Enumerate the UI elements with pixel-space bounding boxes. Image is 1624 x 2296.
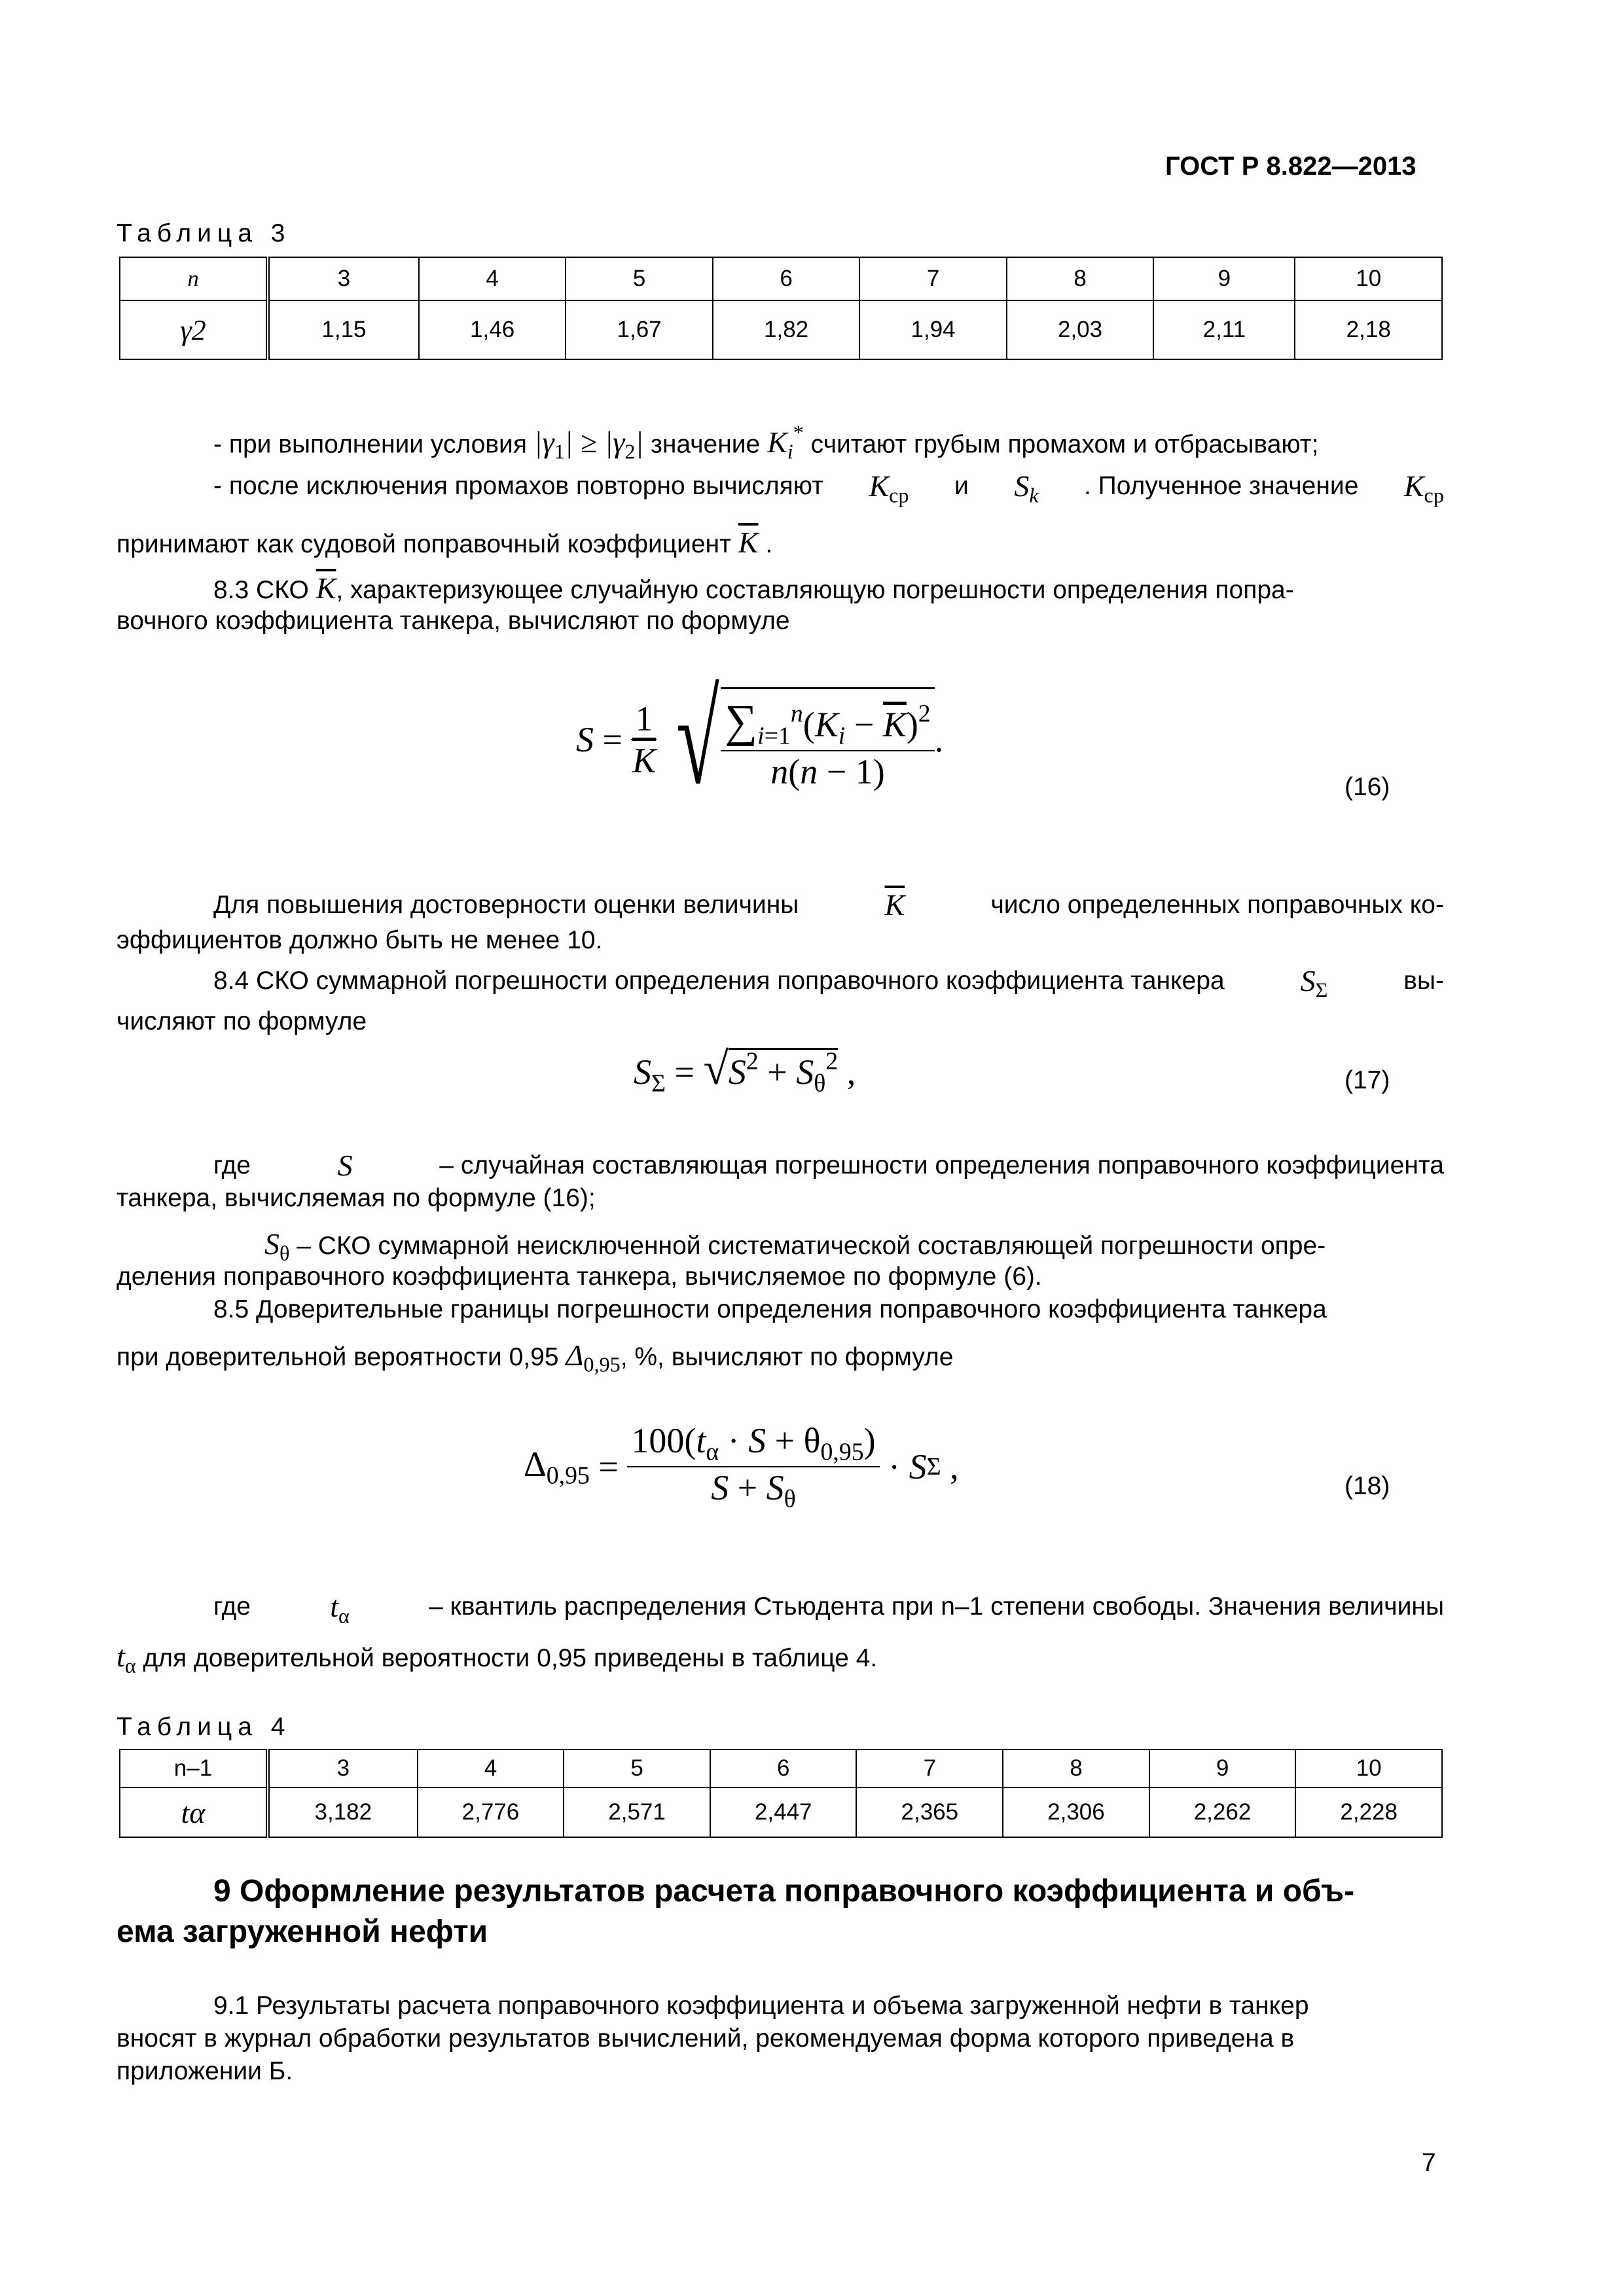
table3-col: 6 (713, 257, 859, 300)
formula-17: $S_\Sigma = √S^2 + S_\theta^2$ , (634, 1044, 856, 1098)
para-9-1: 9.1 Результаты расчета поправочного коэффициента и объема загруженной нефти в танкер (213, 1992, 1309, 2020)
bullet-recalc-cont: принимают как судовой поправочный коэффициент $\overline{K}$ . (117, 526, 773, 559)
table3-cell: 2,03 (1007, 300, 1153, 359)
table3-col: 7 (859, 257, 1006, 300)
bullet-recalc: - после исключения промахов повторно вычисляют $K_{ср}$ и $S_k$ . Полученное значение $K_{ср}$ (213, 469, 1444, 507)
table3-cell: 1,46 (419, 300, 566, 359)
table4-cell: 2,306 (1003, 1787, 1149, 1837)
table4-col: 5 (564, 1749, 710, 1787)
formula-17-number: (17) (1344, 1066, 1390, 1094)
section-9-title: 9 Оформление результатов расчета поправочного коэффициента и объ- (213, 1874, 1355, 1909)
table4-cell: 2,262 (1149, 1787, 1296, 1837)
table4-cell: 2,447 (710, 1787, 857, 1837)
table3-col: 4 (419, 257, 566, 300)
document-code: ГОСТ Р 8.822—2013 (1165, 152, 1416, 181)
where-S-theta: $S_\theta$ – СКО суммарной неисключенной систематической составляющей погрешности опре- (264, 1227, 1326, 1265)
para-reliability-cont: эффициентов должно быть не менее 10. (117, 926, 603, 954)
page-number: 7 (1422, 2149, 1436, 2177)
where-t-alpha-cont: $t_\alpha$ для доверительной вероятности 0,95 приведены в таблице 4. (117, 1640, 878, 1677)
table3-col: 9 (1153, 257, 1295, 300)
table3-cell: 1,15 (268, 300, 419, 359)
table3-row-header-gamma2: γ2 (120, 300, 268, 359)
table4-col: 9 (1149, 1749, 1296, 1787)
table3-col: 8 (1007, 257, 1153, 300)
para-8-5-cont: при доверительной вероятности 0,95 $\Delta_{0,95}$, %, вычисляют по формуле (117, 1338, 954, 1376)
table3-cell: 1,94 (859, 300, 1006, 359)
table4-col: 10 (1295, 1749, 1442, 1787)
para-9-1-line3: приложении Б. (117, 2057, 293, 2085)
table3-cell: 2,18 (1295, 300, 1442, 359)
table3-col: 10 (1295, 257, 1442, 300)
table3-cell: 1,67 (566, 300, 712, 359)
where-S: где S – случайная составляющая погрешности определения поправочного коэффициента (213, 1149, 1444, 1182)
para-9-1-line2: вносят в журнал обработки результатов вычислений, рекомендуемая форма которого приведена в (117, 2024, 1295, 2053)
table3-col: 3 (268, 257, 419, 300)
where-S-theta-cont: деления поправочного коэффициента танкера, вычисляемое по формуле (6). (117, 1263, 1042, 1291)
where-t-alpha: где $t_\alpha$ – квантиль распределения Стьюдента при n–1 степени свободы. Значения величины (213, 1590, 1444, 1628)
formula-16-number: (16) (1344, 773, 1390, 801)
table4-col: 3 (268, 1749, 418, 1787)
table4-cell: 2,365 (856, 1787, 1003, 1837)
para-8-3: 8.3 СКО $\overline{K}$, характеризующее случайную составляющую погрешности определения попра- (213, 571, 1294, 605)
para-8-4: 8.4 СКО суммарной погрешности определения поправочного коэффициента танкера $S_\Sigma$ вы- (213, 964, 1444, 1002)
table4-row-header-n-minus-1: n–1 (120, 1749, 268, 1787)
table4-caption: Таблица 4 (117, 1713, 291, 1741)
where-S-cont: танкера, вычисляемая по формуле (16); (117, 1184, 596, 1212)
table4 (119, 1749, 1443, 1838)
table4-col: 8 (1003, 1749, 1149, 1787)
table3 (119, 257, 1443, 360)
formula-18: $\Delta_{0,95}$ = $\frac{100(t_\alpha \cdot S + \theta_{0,95})}{S + S_\theta}$ · S Σ , (524, 1421, 959, 1513)
table4-cell: 3,182 (268, 1787, 418, 1837)
table3-row-header-n: n (120, 257, 268, 300)
para-8-3-cont: вочного коэффициента танкера, вычисляют по формуле (117, 607, 790, 635)
table3-col: 5 (566, 257, 712, 300)
para-8-4-cont: числяют по формуле (117, 1007, 367, 1035)
table4-row-header-t-alpha: tα (120, 1787, 268, 1837)
para-8-5: 8.5 Доверительные границы погрешности определения поправочного коэффициента танкера (213, 1295, 1327, 1323)
table4-cell: 2,776 (418, 1787, 564, 1837)
formula-16: S = $\frac{1}{K}$ √ $\frac{\sum_{i=1}^n(K_i - \overline{K})^2}{n(n - 1)}$ . (576, 667, 944, 812)
table4-cell: 2,571 (564, 1787, 710, 1837)
table4-col: 6 (710, 1749, 857, 1787)
table3-caption: Таблица 3 (117, 219, 291, 247)
table3-cell: 1,82 (713, 300, 859, 359)
table3-cell: 2,11 (1153, 300, 1295, 359)
table4-col: 4 (418, 1749, 564, 1787)
table4-cell: 2,228 (1295, 1787, 1442, 1837)
section-9-title-cont: ема загруженной нефти (117, 1914, 488, 1949)
formula-18-number: (18) (1344, 1472, 1390, 1500)
table4-col: 7 (856, 1749, 1003, 1787)
bullet-gross-error: - при выполнении условия $|\gamma_1| \ge |\gamma_2|$ значение $K_i^*$ считают грубым промахом и отбрасывают; (213, 421, 1319, 463)
para-reliability: Для повышения достоверности оценки величины $\overline{K}$ число определенных поправочных ко- (213, 888, 1444, 922)
